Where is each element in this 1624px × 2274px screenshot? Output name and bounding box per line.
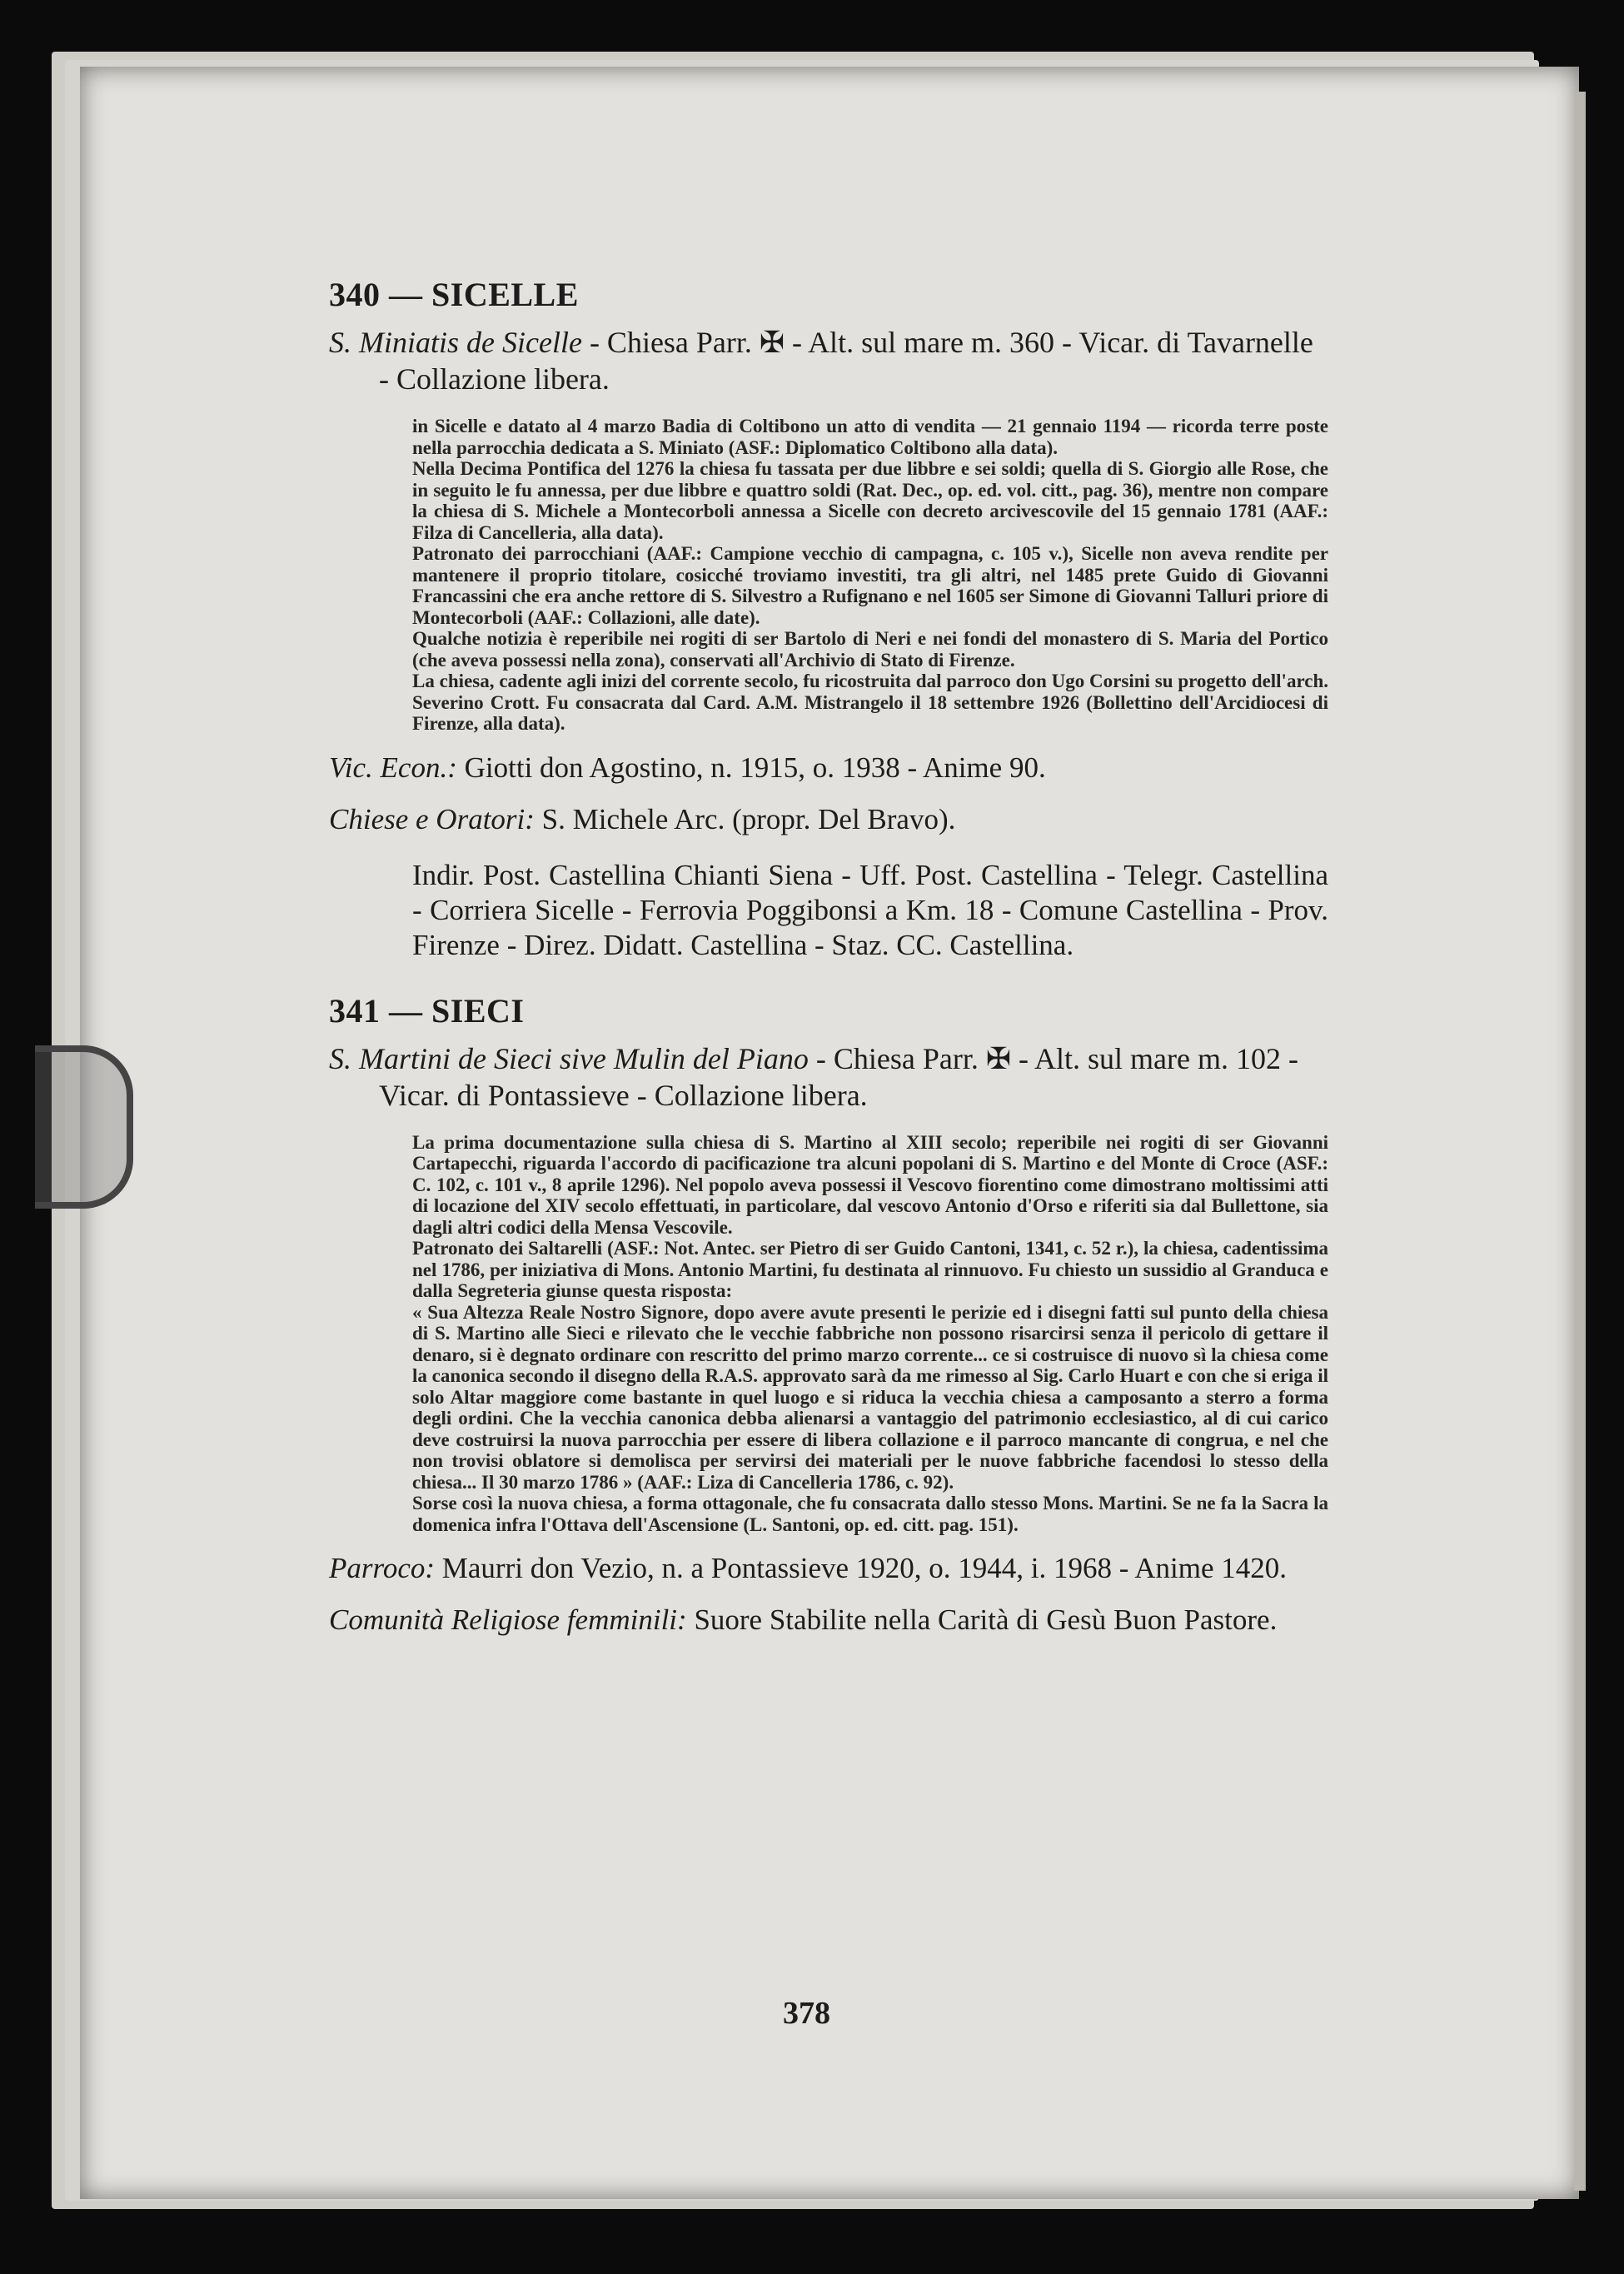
meta-label: Chiese e Oratori:	[329, 802, 535, 835]
note-paragraph: Nella Decima Pontifica del 1276 la chiesa fu tassata per due libbre e sei soldi; quella di S. Giorgio alle Rose, che in seguito le fu annessa, per due libbre e quattro soldi (Rat. Dec., op. ed. vol. citt., pag. 36), mentre non compare la chiesa di S. Michele a Montecorboli annessa a Sicelle con decreto arcivescovile del 15 gennaio 1781 (AAF.: Filza di Cancelleria, alla data).	[412, 458, 1328, 543]
note-paragraph: La prima documentazione sulla chiesa di S. Martino al XIII secolo; reperibile nei rogiti di ser Giovanni Cartapecchi, riguarda l'accordo di pacificazione tra alcuni popolani di S. Martino e del Monte di Croce (ASF.: C. 102, c. 101 v., 8 aprile 1296). Nel popolo aveva possessi il Vescovo fiorentino come dimostrano moltissimi atti di locazione del XIV secolo effettuati, in particolare, dal vescovo Antonio d'Orso e riferiti sia dal Bullettone, sia dagli altri codici della Mensa Vescovile.	[412, 1131, 1328, 1238]
meta-label: Vic. Econ.:	[329, 751, 457, 784]
entry-title-line	[329, 324, 1328, 397]
historical-notes	[412, 1132, 1328, 1536]
oratories-line	[329, 801, 1328, 838]
note-paragraph: Sorse così la nuova chiesa, a forma ottagonale, che fu consacrata dallo stesso Mons. Martini. Se ne fa la Sacra la domenica infra l'Ottava dell'Ascensione (L. Santoni, op. ed. citt. pag. 151).	[412, 1493, 1328, 1535]
church-details: - Chiesa Parr. ✠ - Alt. sul mare m. 360 - Vicar. di Tavarnelle - Collazione libera.	[379, 326, 1313, 396]
historical-notes	[412, 416, 1328, 735]
meta-label: Parroco:	[329, 1552, 436, 1584]
religious-communities-line	[329, 1602, 1328, 1638]
entry-sieci	[329, 991, 1328, 1639]
meta-text: Suore Stabilite nella Carità di Gesù Buon Pastore.	[694, 1603, 1278, 1636]
page-edge	[1574, 92, 1586, 2191]
note-paragraph: Qualche notizia è reperibile nei rogiti di ser Bartolo di Neri e nei fondi del monastero di S. Maria del Portico (che aveva possessi nella zona), conservati all'Archivio di Stato di Firenze.	[412, 628, 1328, 671]
note-paragraph: « Sua Altezza Reale Nostro Signore, dopo avere avute presenti le perizie ed i disegni fatti sul punto della chiesa di S. Martino alle Sieci e rilevato che le vecchie fabbriche non possono risarcirsi senza il pericolo di gettare il denaro, si è degnato ordinare con rescritto del primo marzo corrente... ce si costruisce di nuovo sì la chiesa come la canonica secondo il disegno della R.A.S. approvato sarà da me rimesso al Sig. Carlo Huart e con che si eriga il solo Altar maggiore come bastante in quel luogo e si riduca la vecchia chiesa a camposanto a sterro a forma degli ordini. Che la vecchia canonica debba alienarsi a vantaggio del patrimonio ecclesiastico, al di cui carico deve costruirsi la nuova parrocchia per essere di libera collazione e il parroco mancante di congrua, e nel che non trovisi oblatore si demolisca per servirsi dei materiali per le nuove fabbriche facendosi lo stesso della chiesa... Il 30 marzo 1786 » (AAF.: Liza di Cancelleria 1786, c. 92).	[412, 1301, 1328, 1493]
note-paragraph: in Sicelle e datato al 4 marzo Badia di Coltibono un atto di vendita — 21 gennaio 1194 — ricorda terre poste nella parrocchia dedicata a S. Miniato (ASF.: Diplomatico Coltibono alla data).	[412, 416, 1328, 458]
entry-heading: 341 — SIECI	[329, 991, 525, 1030]
note-paragraph: Patronato dei Saltarelli (ASF.: Not. Antec. ser Pietro di ser Guido Cantoni, 1341, c. 52 r.), la chiesa, cadentissima nel 1786, per iniziativa di Mons. Antonio Martini, fu destinata al rinnuovo. Fu chiesto un sussidio al Granduca e dalla Segreteria giunse questa risposta:	[412, 1238, 1328, 1301]
meta-text: Maurri don Vezio, n. a Pontassieve 1920, o. 1944, i. 1968 - Anime 1420.	[441, 1552, 1288, 1584]
church-details: - Chiesa Parr. ✠ - Alt. sul mare m. 102 - Vicar. di Pontassieve - Collazione libera.	[379, 1041, 1298, 1112]
page-content	[329, 275, 1328, 1638]
church-latin-name: S. Miniatis de Sicelle	[329, 326, 582, 359]
postal-address: Indir. Post. Castellina Chianti Siena - Uff. Post. Castellina - Telegr. Castellina - Corriera Sicelle - Ferrovia Poggibonsi a Km. 18 - Comune Castellina - Prov. Firenze - Direz. Didatt. Castellina - Staz. CC. Castellina.	[412, 858, 1328, 961]
page-number: 378	[783, 1996, 830, 2031]
vicar-line	[329, 750, 1328, 786]
entry-sicelle	[329, 275, 1328, 963]
binder-clip	[35, 1045, 133, 1209]
parish-priest-line	[329, 1550, 1328, 1587]
note-paragraph: Patronato dei parrocchiani (AAF.: Campione vecchio di campagna, c. 105 v.), Sicelle non aveva rendite per mantenere il proprio titolare, cosicché troviamo investiti, tra gli altri, nel 1485 prete Guido di Giovanni Francassini che era anche rettore di S. Silvestro a Rufignano e nel 1605 ser Simone di Giovanni Talluri priore di Montecorboli (AAF.: Collazioni, alle date).	[412, 543, 1328, 628]
meta-text: S. Michele Arc. (propr. Del Bravo).	[541, 802, 956, 835]
church-latin-name: S. Martini de Sieci sive Mulin del Piano	[329, 1041, 809, 1075]
note-paragraph: La chiesa, cadente agli inizi del corrente secolo, fu ricostruita dal parroco don Ugo Corsini su progetto dell'arch. Severino Crott. Fu consacrata dal Card. A.M. Mistrangelo il 18 settembre 1926 (Bollettino dell'Arcidiocesi di Firenze, alla data).	[412, 671, 1328, 734]
meta-text: Giotti don Agostino, n. 1915, o. 1938 - Anime 90.	[464, 751, 1046, 784]
entry-heading: 340 — SICELLE	[329, 276, 579, 313]
meta-label: Comunità Religiose femminili:	[329, 1603, 687, 1636]
entry-title-line	[329, 1040, 1328, 1114]
